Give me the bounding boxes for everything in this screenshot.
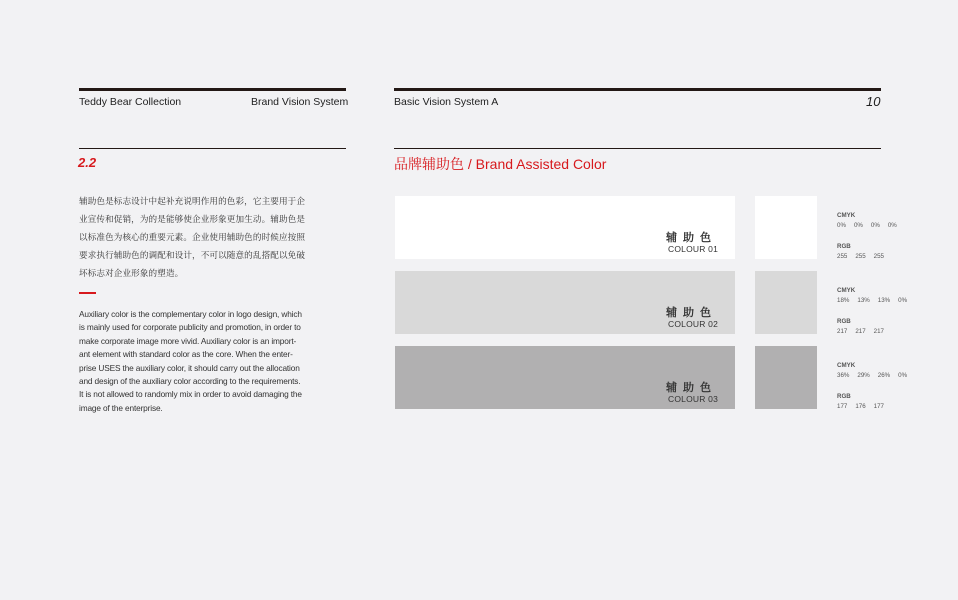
page-number: 10 bbox=[866, 94, 881, 109]
rgb-label: RGB bbox=[837, 243, 851, 250]
color-swatch-02 bbox=[395, 271, 735, 334]
rgb-values bbox=[837, 328, 892, 335]
header-basic-system: Basic Vision System A bbox=[394, 96, 499, 108]
color-chip-03 bbox=[755, 346, 817, 409]
cmyk-m: 0% bbox=[853, 222, 863, 229]
section-number: 2.2 bbox=[78, 155, 97, 170]
cmyk-label: CMYK bbox=[837, 287, 856, 294]
cmyk-values bbox=[837, 297, 915, 304]
cn-line: 要求执行辅助色的调配和设计，不可以随意的乱搭配以免破 bbox=[79, 250, 306, 260]
en-line: prise USES the auxiliary color, it should carry out the allocation bbox=[79, 362, 300, 373]
cmyk-values bbox=[837, 222, 905, 229]
section-title: 品牌辅助色 / Brand Assisted Color bbox=[394, 156, 607, 172]
cn-line: 辅助色是标志设计中起补充说明作用的色彩，它主要用于企 bbox=[79, 196, 306, 206]
english-description bbox=[79, 308, 307, 415]
color-chip-02 bbox=[755, 271, 817, 334]
swatch-en-label: COLOUR 01 bbox=[668, 244, 718, 254]
en-line: and design of the auxiliary color according to the requirements. bbox=[79, 376, 301, 387]
cmyk-c: 18% bbox=[837, 297, 850, 304]
en-line: Auxiliary color is the complementary color in logo design, which bbox=[79, 309, 302, 319]
header-rule-left bbox=[79, 88, 346, 91]
section-rule-left bbox=[79, 148, 346, 149]
header-collection: Teddy Bear Collection bbox=[79, 96, 182, 108]
rgb-values bbox=[837, 403, 892, 410]
color-chip-01 bbox=[755, 196, 817, 259]
header-rule-right bbox=[394, 88, 881, 91]
cmyk-k: 0% bbox=[898, 297, 908, 304]
cmyk-y: 13% bbox=[877, 297, 891, 304]
swatch-en-label: COLOUR 02 bbox=[668, 319, 718, 329]
rgb-r: 217 bbox=[837, 328, 848, 335]
cmyk-c: 0% bbox=[837, 222, 846, 229]
en-line: make corporate image more vivid. Auxiliary color is an import- bbox=[79, 335, 297, 346]
cmyk-y: 26% bbox=[877, 372, 891, 379]
en-line: ant element with standard color as the core. When the enter- bbox=[79, 349, 293, 360]
en-line: is mainly used for corporate publicity and promotion, in order to bbox=[79, 322, 301, 333]
header-brand-system: Brand Vision System bbox=[251, 96, 349, 108]
accent-dash bbox=[79, 292, 96, 294]
rgb-r: 177 bbox=[837, 403, 848, 410]
cmyk-k: 0% bbox=[887, 222, 897, 229]
rgb-g: 255 bbox=[855, 253, 866, 260]
rgb-g: 176 bbox=[855, 403, 866, 410]
color-swatch-01 bbox=[395, 196, 735, 259]
en-line: image of the enterprise. bbox=[79, 402, 163, 413]
cmyk-c: 36% bbox=[837, 372, 850, 379]
rgb-b: 217 bbox=[873, 328, 884, 335]
rgb-label: RGB bbox=[837, 393, 851, 400]
cmyk-k: 0% bbox=[898, 372, 908, 379]
chinese-description bbox=[79, 192, 309, 282]
cmyk-label: CMYK bbox=[837, 212, 856, 219]
cmyk-label: CMYK bbox=[837, 362, 856, 369]
swatch-cn-label: 辅助色 bbox=[666, 232, 717, 244]
en-line: It is not allowed to randomly mix in order to avoid damaging the bbox=[79, 389, 302, 400]
swatch-cn-label: 辅助色 bbox=[666, 382, 717, 394]
rgb-b: 177 bbox=[873, 403, 884, 410]
cmyk-m: 29% bbox=[857, 372, 870, 379]
cmyk-values bbox=[837, 372, 915, 379]
color-swatch-03 bbox=[395, 346, 735, 409]
section-rule-right bbox=[394, 148, 881, 149]
rgb-g: 217 bbox=[855, 328, 866, 335]
cn-line: 业宣传和促销，为的是能够使企业形象更加生动。辅助色是 bbox=[79, 214, 306, 224]
swatch-en-label: COLOUR 03 bbox=[668, 394, 718, 404]
rgb-b: 255 bbox=[873, 253, 884, 260]
rgb-r: 255 bbox=[837, 253, 848, 260]
rgb-values bbox=[837, 253, 892, 260]
rgb-label: RGB bbox=[837, 318, 851, 325]
swatch-cn-label: 辅助色 bbox=[666, 307, 717, 319]
cmyk-m: 13% bbox=[857, 297, 870, 304]
cn-line: 以标准色为核心的重要元素。企业使用辅助色的时候应按照 bbox=[79, 232, 306, 242]
cmyk-y: 0% bbox=[870, 222, 880, 229]
cn-line: 坏标志对企业形象的塑造。 bbox=[79, 268, 184, 278]
